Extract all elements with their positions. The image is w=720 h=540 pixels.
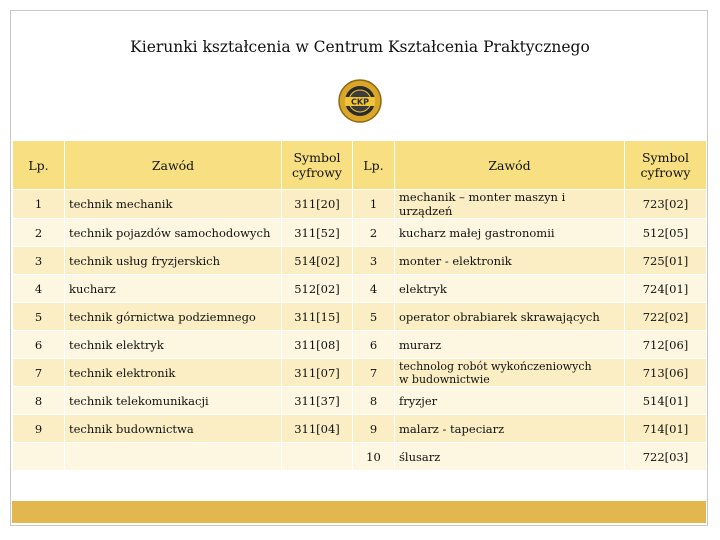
table-row bbox=[13, 331, 707, 359]
header-lp-right: Lp. bbox=[353, 141, 395, 190]
cell-lp: 7 bbox=[353, 359, 395, 387]
cell-lp: 10 bbox=[353, 443, 395, 471]
table-row bbox=[13, 359, 707, 387]
cell-lp: 6 bbox=[353, 331, 395, 359]
cell-lp: 4 bbox=[13, 275, 65, 303]
cell-zawod bbox=[65, 443, 282, 471]
header-lp-left: Lp. bbox=[13, 141, 65, 190]
header-symbol-right: Symbol cyfrowy bbox=[625, 141, 707, 190]
cell-symbol: 512[02] bbox=[282, 275, 353, 303]
cell-symbol: 725[01] bbox=[625, 247, 707, 275]
header-zawod-right: Zawód bbox=[395, 141, 625, 190]
cell-symbol: 311[52] bbox=[282, 219, 353, 247]
cell-symbol: 514[01] bbox=[625, 387, 707, 415]
table-row bbox=[13, 415, 707, 443]
cell-zawod: technolog robót wykończeniowych w budownictwie bbox=[395, 359, 625, 387]
cell-zawod: fryzjer bbox=[395, 387, 625, 415]
cell-lp: 9 bbox=[13, 415, 65, 443]
cell-symbol: 714[01] bbox=[625, 415, 707, 443]
cell-symbol: 512[05] bbox=[625, 219, 707, 247]
cell-symbol: 722[03] bbox=[625, 443, 707, 471]
table-row bbox=[13, 303, 707, 331]
table-row bbox=[13, 387, 707, 415]
cell-symbol: 311[37] bbox=[282, 387, 353, 415]
cell-lp bbox=[13, 443, 65, 471]
cell-lp: 1 bbox=[353, 190, 395, 219]
cell-zawod: murarz bbox=[395, 331, 625, 359]
cell-symbol: 311[08] bbox=[282, 331, 353, 359]
cell-symbol: 311[20] bbox=[282, 190, 353, 219]
table-row bbox=[13, 247, 707, 275]
cell-symbol: 311[04] bbox=[282, 415, 353, 443]
table-row bbox=[13, 190, 707, 219]
header-symbol-left: Symbol cyfrowy bbox=[282, 141, 353, 190]
cell-zawod: kucharz bbox=[65, 275, 282, 303]
cell-symbol: 724[01] bbox=[625, 275, 707, 303]
cell-lp: 8 bbox=[353, 387, 395, 415]
cell-zawod: technik mechanik bbox=[65, 190, 282, 219]
page-title: Kierunki kształcenia w Centrum Kształcenia Praktycznego bbox=[130, 38, 590, 56]
logo-text: CKP bbox=[351, 97, 369, 107]
professions-table bbox=[12, 140, 707, 471]
cell-symbol: 723[02] bbox=[625, 190, 707, 219]
cell-lp: 5 bbox=[353, 303, 395, 331]
cell-symbol: 722[02] bbox=[625, 303, 707, 331]
cell-lp: 4 bbox=[353, 275, 395, 303]
cell-lp: 5 bbox=[13, 303, 65, 331]
cell-zawod: elektryk bbox=[395, 275, 625, 303]
table-header-row bbox=[13, 141, 707, 190]
cell-lp: 2 bbox=[13, 219, 65, 247]
ckp-logo bbox=[337, 78, 383, 124]
table-row bbox=[13, 443, 707, 471]
cell-lp: 7 bbox=[13, 359, 65, 387]
cell-zawod: operator obrabiarek skrawających bbox=[395, 303, 625, 331]
cell-zawod: monter - elektronik bbox=[395, 247, 625, 275]
cell-symbol: 514[02] bbox=[282, 247, 353, 275]
cell-lp: 3 bbox=[13, 247, 65, 275]
cell-zawod: technik pojazdów samochodowych bbox=[65, 219, 282, 247]
cell-symbol: 311[15] bbox=[282, 303, 353, 331]
cell-zawod: malarz - tapeciarz bbox=[395, 415, 625, 443]
cell-lp: 2 bbox=[353, 219, 395, 247]
cell-lp: 8 bbox=[13, 387, 65, 415]
cell-zawod: technik telekomunikacji bbox=[65, 387, 282, 415]
cell-zawod: technik górnictwa podziemnego bbox=[65, 303, 282, 331]
cell-lp: 6 bbox=[13, 331, 65, 359]
cell-zawod: technik usług fryzjerskich bbox=[65, 247, 282, 275]
cell-symbol bbox=[282, 443, 353, 471]
footer-bar bbox=[12, 501, 706, 523]
cell-symbol: 712[06] bbox=[625, 331, 707, 359]
table-row bbox=[13, 219, 707, 247]
cell-lp: 3 bbox=[353, 247, 395, 275]
cell-symbol: 311[07] bbox=[282, 359, 353, 387]
cell-zawod: technik elektryk bbox=[65, 331, 282, 359]
header-zawod-left: Zawód bbox=[65, 141, 282, 190]
cell-symbol: 713[06] bbox=[625, 359, 707, 387]
cell-zawod: kucharz małej gastronomii bbox=[395, 219, 625, 247]
cell-zawod: ślusarz bbox=[395, 443, 625, 471]
cell-lp: 1 bbox=[13, 190, 65, 219]
cell-zawod: technik budownictwa bbox=[65, 415, 282, 443]
table-row bbox=[13, 275, 707, 303]
cell-lp: 9 bbox=[353, 415, 395, 443]
cell-zawod: mechanik – monter maszyn i urządzeń bbox=[395, 190, 625, 219]
cell-zawod: technik elektronik bbox=[65, 359, 282, 387]
